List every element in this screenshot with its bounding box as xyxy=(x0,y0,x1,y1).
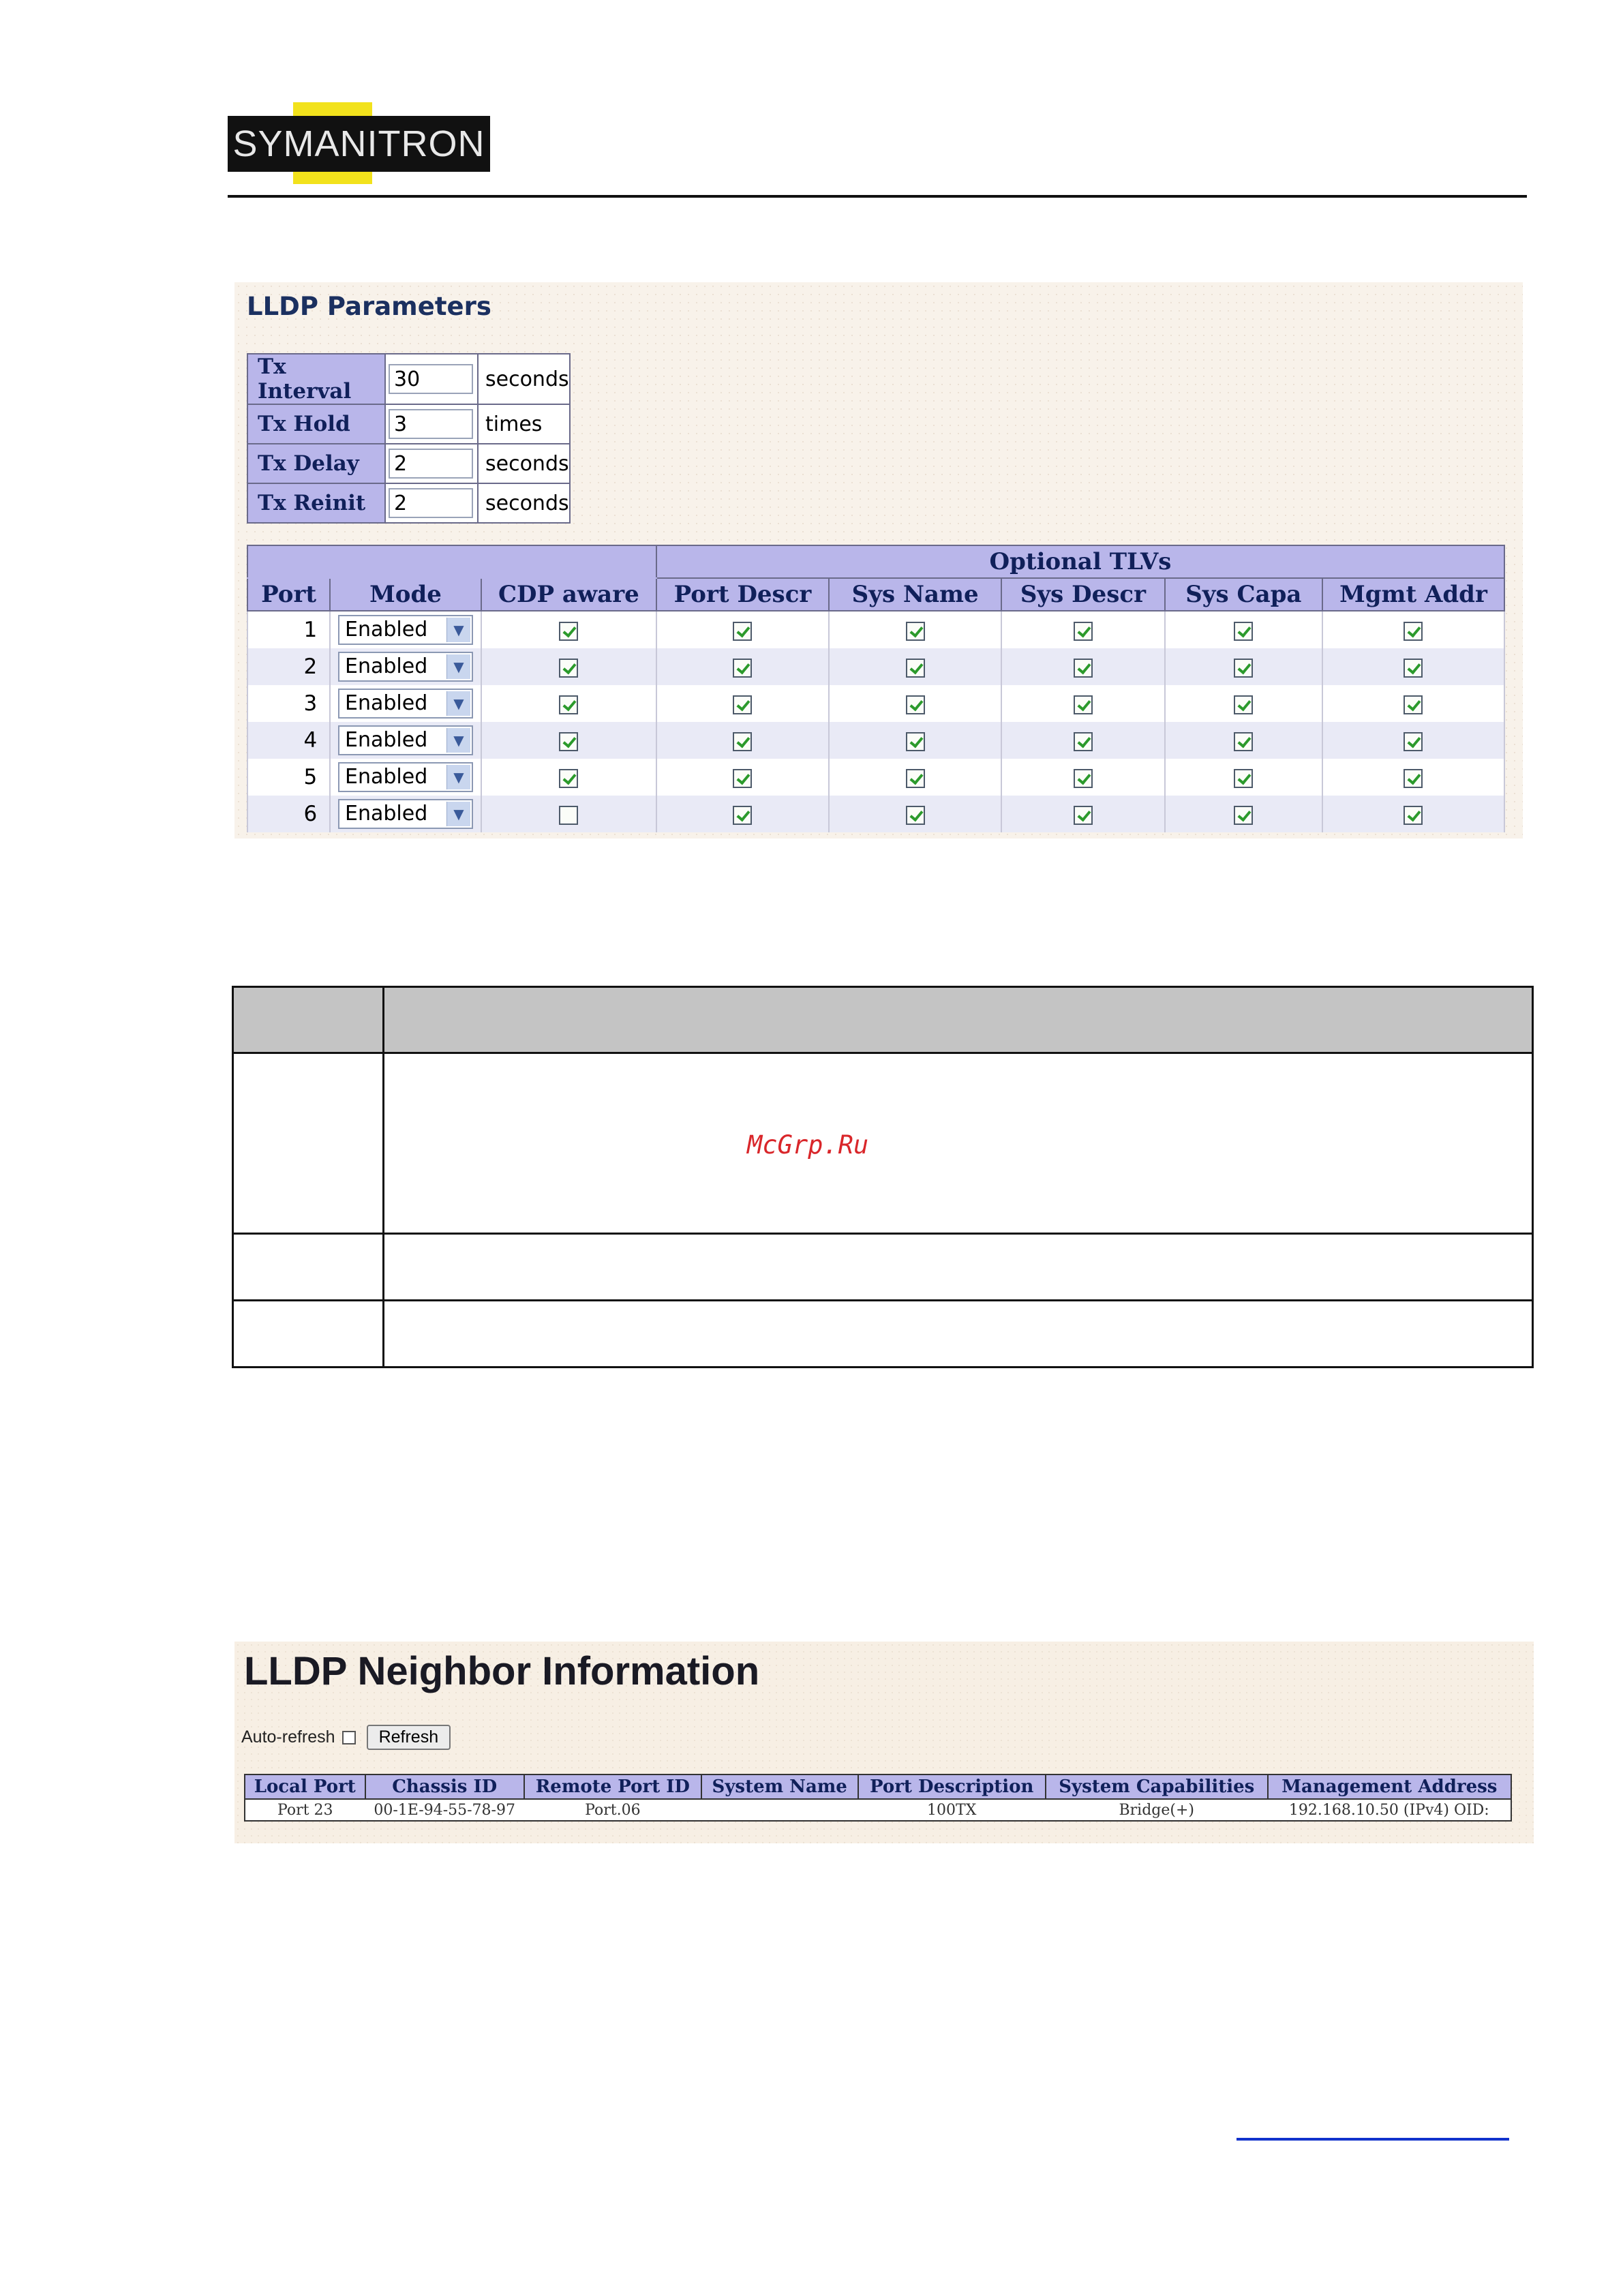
port-column-header: CDP aware xyxy=(481,578,656,611)
sys_capa-cell xyxy=(1165,685,1322,722)
param-label: Tx Hold xyxy=(247,404,385,444)
auto-refresh-controls xyxy=(241,1725,451,1750)
port-row xyxy=(247,611,1504,648)
port_descr-cell xyxy=(656,722,829,759)
watermark-text: McGrp.Ru xyxy=(747,1130,869,1160)
mode-value: Enabled xyxy=(345,765,428,789)
param-unit: seconds xyxy=(478,444,570,483)
sys_descr-cell xyxy=(1001,759,1164,796)
chevron-down-icon: ▼ xyxy=(446,728,470,753)
lldp-port-table xyxy=(247,545,1505,832)
cdp-cell xyxy=(481,722,656,759)
chevron-down-icon: ▼ xyxy=(446,618,470,642)
sys_descr-cell xyxy=(1001,722,1164,759)
port-column-header: Port Descr xyxy=(656,578,829,611)
cdp-checkbox[interactable] xyxy=(559,622,578,641)
port_descr-cell xyxy=(656,611,829,648)
refresh-button[interactable]: Refresh xyxy=(367,1725,451,1750)
mgmt-addr-checkbox[interactable] xyxy=(1404,695,1423,714)
neighbor-remote-port-id: Port.06 xyxy=(524,1799,701,1821)
chevron-down-icon: ▼ xyxy=(446,802,470,826)
neighbor-column-header: Local Port xyxy=(245,1774,365,1799)
neighbor-column-header: Remote Port ID xyxy=(524,1774,701,1799)
sys_capa-cell xyxy=(1165,722,1322,759)
chevron-down-icon: ▼ xyxy=(446,691,470,716)
header-divider xyxy=(228,195,1527,198)
port-descr-checkbox[interactable] xyxy=(733,732,752,751)
desc-cell xyxy=(384,1301,1533,1368)
port-column-header: Sys Capa xyxy=(1165,578,1322,611)
sys_name-cell xyxy=(829,759,1001,796)
desc-cell xyxy=(233,1234,384,1301)
cdp-cell xyxy=(481,648,656,685)
param-unit: seconds xyxy=(478,483,570,523)
sys_capa-cell xyxy=(1165,759,1322,796)
mgmt_addr-cell xyxy=(1322,648,1504,685)
lldp-parameters-title: LLDP Parameters xyxy=(247,292,491,321)
port-descr-checkbox[interactable] xyxy=(733,695,752,714)
lldp-parameters-panel xyxy=(234,282,1523,839)
mode-select[interactable] xyxy=(338,799,473,829)
neighbor-column-header: System Capabilities xyxy=(1046,1774,1268,1799)
neighbor-table xyxy=(244,1774,1512,1822)
param-row xyxy=(247,354,570,404)
port_descr-cell xyxy=(656,685,829,722)
sys-capa-checkbox[interactable] xyxy=(1234,659,1253,678)
sys_name-cell xyxy=(829,648,1001,685)
desc-cell xyxy=(384,1053,1533,1234)
mode-cell xyxy=(330,759,481,796)
cdp-cell xyxy=(481,685,656,722)
mode-value: Enabled xyxy=(345,691,428,715)
port_descr-cell xyxy=(656,759,829,796)
mode-select[interactable] xyxy=(338,615,473,645)
cdp-checkbox[interactable] xyxy=(559,732,578,751)
sys_descr-cell xyxy=(1001,685,1164,722)
desc-cell xyxy=(233,1301,384,1368)
mode-select[interactable] xyxy=(338,762,473,792)
mode-select[interactable] xyxy=(338,689,473,719)
sys_name-cell xyxy=(829,611,1001,648)
cdp-cell xyxy=(481,759,656,796)
sys-descr-checkbox[interactable] xyxy=(1074,769,1093,788)
cdp-checkbox[interactable] xyxy=(559,806,578,825)
cdp-checkbox[interactable] xyxy=(559,659,578,678)
sys-descr-checkbox[interactable] xyxy=(1074,622,1093,641)
neighbor-row xyxy=(245,1799,1511,1821)
sys-name-checkbox[interactable] xyxy=(906,695,925,714)
mgmt_addr-cell xyxy=(1322,722,1504,759)
param-label: Tx Delay xyxy=(247,444,385,483)
param-value-input[interactable] xyxy=(389,449,473,479)
mode-value: Enabled xyxy=(345,802,428,826)
chevron-down-icon: ▼ xyxy=(446,654,470,679)
param-label: Tx Reinit xyxy=(247,483,385,523)
param-row xyxy=(247,404,570,444)
blank-group-header xyxy=(247,545,656,578)
sys_capa-cell xyxy=(1165,796,1322,832)
sys-name-checkbox[interactable] xyxy=(906,769,925,788)
mgmt_addr-cell xyxy=(1322,759,1504,796)
symanitron-logo xyxy=(228,102,490,184)
sys-name-checkbox[interactable] xyxy=(906,622,925,641)
port-descr-checkbox[interactable] xyxy=(733,659,752,678)
optional-tlvs-header: Optional TLVs xyxy=(656,545,1504,578)
mgmt-addr-checkbox[interactable] xyxy=(1404,806,1423,825)
param-row xyxy=(247,444,570,483)
port-number: 2 xyxy=(247,648,330,685)
mgmt_addr-cell xyxy=(1322,685,1504,722)
port-row xyxy=(247,722,1504,759)
mode-value: Enabled xyxy=(345,654,428,678)
mgmt_addr-cell xyxy=(1322,611,1504,648)
neighbor-local-port: Port 23 xyxy=(245,1799,365,1821)
port-number: 1 xyxy=(247,611,330,648)
port-number: 6 xyxy=(247,796,330,832)
port-column-header: Port xyxy=(247,578,330,611)
param-value-input[interactable] xyxy=(389,364,473,394)
port-row xyxy=(247,759,1504,796)
neighbor-management-address: 192.168.10.50 (IPv4) OID: xyxy=(1268,1799,1511,1821)
sys_name-cell xyxy=(829,722,1001,759)
sys-descr-checkbox[interactable] xyxy=(1074,806,1093,825)
sys-capa-checkbox[interactable] xyxy=(1234,622,1253,641)
sys_capa-cell xyxy=(1165,611,1322,648)
desc-header-description xyxy=(384,987,1533,1053)
desc-header-object xyxy=(233,987,384,1053)
mgmt-addr-checkbox[interactable] xyxy=(1404,769,1423,788)
sys-name-checkbox[interactable] xyxy=(906,732,925,751)
neighbor-system-capabilities: Bridge(+) xyxy=(1046,1799,1268,1821)
cdp-checkbox[interactable] xyxy=(559,695,578,714)
sys-capa-checkbox[interactable] xyxy=(1234,769,1253,788)
param-unit: times xyxy=(478,404,570,444)
sys_descr-cell xyxy=(1001,648,1164,685)
sys-capa-checkbox[interactable] xyxy=(1234,695,1253,714)
port_descr-cell xyxy=(656,648,829,685)
sys-descr-checkbox[interactable] xyxy=(1074,659,1093,678)
port-number: 4 xyxy=(247,722,330,759)
param-value-input[interactable] xyxy=(389,409,473,439)
port_descr-cell xyxy=(656,796,829,832)
neighbor-system-name xyxy=(701,1799,858,1821)
desc-cell xyxy=(384,1234,1533,1301)
param-label: Tx Interval xyxy=(247,354,385,404)
port-row xyxy=(247,796,1504,832)
description-table xyxy=(232,986,1534,1368)
mgmt-addr-checkbox[interactable] xyxy=(1404,622,1423,641)
auto-refresh-label: Auto-refresh xyxy=(241,1727,335,1747)
port-row xyxy=(247,685,1504,722)
sys-descr-checkbox[interactable] xyxy=(1074,695,1093,714)
neighbor-column-header: Port Description xyxy=(858,1774,1046,1799)
mode-cell xyxy=(330,722,481,759)
neighbor-column-header: Management Address xyxy=(1268,1774,1511,1799)
port-number: 3 xyxy=(247,685,330,722)
neighbor-column-header: Chassis ID xyxy=(365,1774,524,1799)
lldp-neighbor-panel xyxy=(234,1642,1534,1843)
sys_descr-cell xyxy=(1001,796,1164,832)
param-input-cell xyxy=(385,444,478,483)
port-column-header: Sys Descr xyxy=(1001,578,1164,611)
mode-cell xyxy=(330,796,481,832)
port-row xyxy=(247,648,1504,685)
param-input-cell xyxy=(385,483,478,523)
lldp-param-table xyxy=(247,353,571,524)
mode-select[interactable] xyxy=(338,725,473,755)
footer-link-underline[interactable] xyxy=(1237,2138,1509,2141)
mgmt_addr-cell xyxy=(1322,796,1504,832)
mode-value: Enabled xyxy=(345,618,428,641)
sys_name-cell xyxy=(829,685,1001,722)
mode-cell xyxy=(330,685,481,722)
cdp-checkbox[interactable] xyxy=(559,769,578,788)
logo-text: SYMANITRON xyxy=(228,116,490,172)
sys-capa-checkbox[interactable] xyxy=(1234,732,1253,751)
sys-capa-checkbox[interactable] xyxy=(1234,806,1253,825)
lldp-neighbor-title: LLDP Neighbor Information xyxy=(244,1649,760,1693)
sys-name-checkbox[interactable] xyxy=(906,806,925,825)
cdp-cell xyxy=(481,611,656,648)
sys_capa-cell xyxy=(1165,648,1322,685)
auto-refresh-checkbox[interactable] xyxy=(342,1731,356,1744)
mode-value: Enabled xyxy=(345,728,428,752)
param-value-input[interactable] xyxy=(389,488,473,518)
param-input-cell xyxy=(385,404,478,444)
sys_descr-cell xyxy=(1001,611,1164,648)
mgmt-addr-checkbox[interactable] xyxy=(1404,732,1423,751)
mode-cell xyxy=(330,611,481,648)
port-column-header: Mgmt Addr xyxy=(1322,578,1504,611)
port-descr-checkbox[interactable] xyxy=(733,806,752,825)
sys-descr-checkbox[interactable] xyxy=(1074,732,1093,751)
port-descr-checkbox[interactable] xyxy=(733,769,752,788)
cdp-cell xyxy=(481,796,656,832)
neighbor-column-header: System Name xyxy=(701,1774,858,1799)
param-input-cell xyxy=(385,354,478,404)
mgmt-addr-checkbox[interactable] xyxy=(1404,659,1423,678)
param-row xyxy=(247,483,570,523)
sys_name-cell xyxy=(829,796,1001,832)
neighbor-port-description: 100TX xyxy=(858,1799,1046,1821)
mode-cell xyxy=(330,648,481,685)
chevron-down-icon: ▼ xyxy=(446,765,470,789)
param-unit: seconds xyxy=(478,354,570,404)
port-column-header: Mode xyxy=(330,578,481,611)
neighbor-chassis-id: 00-1E-94-55-78-97 xyxy=(365,1799,524,1821)
port-descr-checkbox[interactable] xyxy=(733,622,752,641)
port-column-header: Sys Name xyxy=(829,578,1001,611)
mode-select[interactable] xyxy=(338,652,473,682)
port-number: 5 xyxy=(247,759,330,796)
sys-name-checkbox[interactable] xyxy=(906,659,925,678)
desc-cell xyxy=(233,1053,384,1234)
